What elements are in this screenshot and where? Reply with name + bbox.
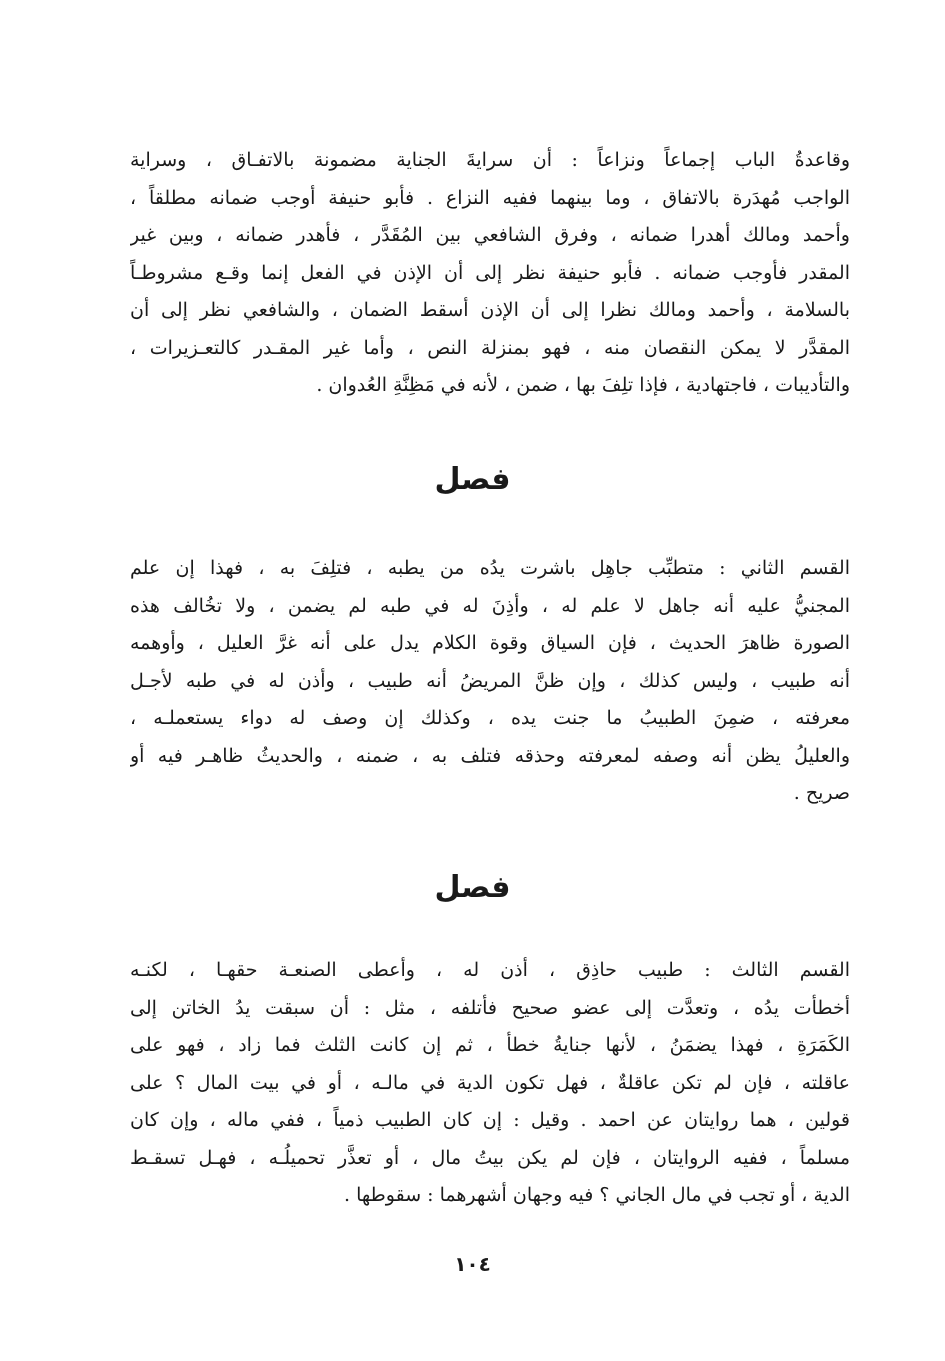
text-line: معرفته ، ضمِنَ الطبيبُ ما جنت يده ، وكذلك إن وصف له دواء يستعملـه ، (130, 707, 850, 729)
text-line: قولين ، هما روايتان عن احمد . وقيل : إن كان الطبيب ذمياً ، ففي ماله ، وإن كان (130, 1109, 850, 1131)
text-line: والتأديبات ، فاجتهادية ، فإذا تلِفَ بها ، ضمن ، لأنه في مَظِنَّةِ العُدوان . (316, 374, 850, 396)
text-line: القسم الثاني : متطبِّب جاهِل باشرت يدُه من يطبه ، فتلِفَ به ، فهذا إن علم (130, 557, 850, 579)
text-line: عاقلته ، فإن لم تكن عاقلةٌ ، فهل تكون الدية في مالـه ، أو في بيت المال ؟ على (130, 1071, 850, 1094)
text-line: أخطأت يدُه ، وتعدَّت إلى عضو صحيح فأتلفه ، مثل : أن سبقت يدُ الخاتن إلى (130, 996, 850, 1019)
page-number: ١٠٤ (454, 1252, 491, 1276)
text-line: الواجب مُهدَرة بالاتفاق ، وما بينهما ففيه النزاع . فأبو حنيفة أوجب ضمانه مطلقاً ، (130, 186, 850, 209)
text-line: الدية ، أو تجب في مال الجاني ؟ فيه وجهان أشهرهما : سقوطها . (344, 1184, 850, 1206)
section-heading: فصل (434, 462, 511, 497)
text-line: المقدَّر لا يمكن النقصان منه ، فهو بمنزلة النص ، وأما غير المقـدر كالتعـزيرات ، (130, 336, 850, 359)
text-line: والعليلُ يظن أنه وصفه لمعرفته وحذقه فتلف به ، ضمنه ، والحديثُ ظاهـر فيه أو (130, 744, 850, 767)
text-line: مسلماً ، ففيه الروايتان ، فإن لم يكن بيتُ مال ، أو تعذَّر تحميلُـه ، فهـل تسقـط (130, 1146, 850, 1169)
text-line: الكَمَرَةِ ، فهذا يضمَنُ ، لأنها جنايةُ خطأ ، ثم إن كانت الثلث فما زاد ، فهو على (130, 1034, 850, 1056)
paragraph-third-category (130, 952, 850, 1215)
text-line: القسم الثالث : طبيب حاذِق ، أذن له ، وأعطى الصنعـة حقهـا ، لكنـه (130, 959, 850, 981)
text-line: أنه طبيب ، وليس كذلك ، وإن ظنَّ المريضُ أنه طبيب ، وأذن له في طبه لأجـل (130, 669, 850, 692)
text-line: الصورة ظاهرَ الحديث ، فإن السياق وقوة الكلام يدل على أنه غرَّ العليل ، وأوهمه (130, 632, 850, 654)
text-line: وأحمد ومالك أهدرا ضمانه ، وفرق الشافعي بين المُقَدَّر ، فأهدر ضمانه ، وبين غير (130, 224, 850, 246)
text-line: المقدر فأوجب ضمانه . فأبو حنيفة نظر إلى أن الإذن في الفعل إنما وقـع مشروطـاً (130, 261, 850, 284)
paragraph-second-category (130, 550, 850, 813)
text-line: المجنيُّ عليه أنه جاهل لا علم له ، وأذِنَ له في طبه لم يضمن ، ولا تخُالف هذه (130, 594, 850, 617)
text-line: بالسلامة ، وأحمد ومالك نظرا إلى أن الإذن أسقط الضمان ، والشافعي نظر إلى أن (130, 299, 850, 321)
paragraph-rule-of-chapter (130, 142, 850, 405)
text-line: صريح . (793, 782, 850, 804)
section-heading: فصل (434, 870, 511, 905)
text-line: وقاعدةُ الباب إجماعاً ونزاعاً : أن سرايةَ الجناية مضمونة بالاتفـاق ، وسراية (130, 149, 850, 171)
